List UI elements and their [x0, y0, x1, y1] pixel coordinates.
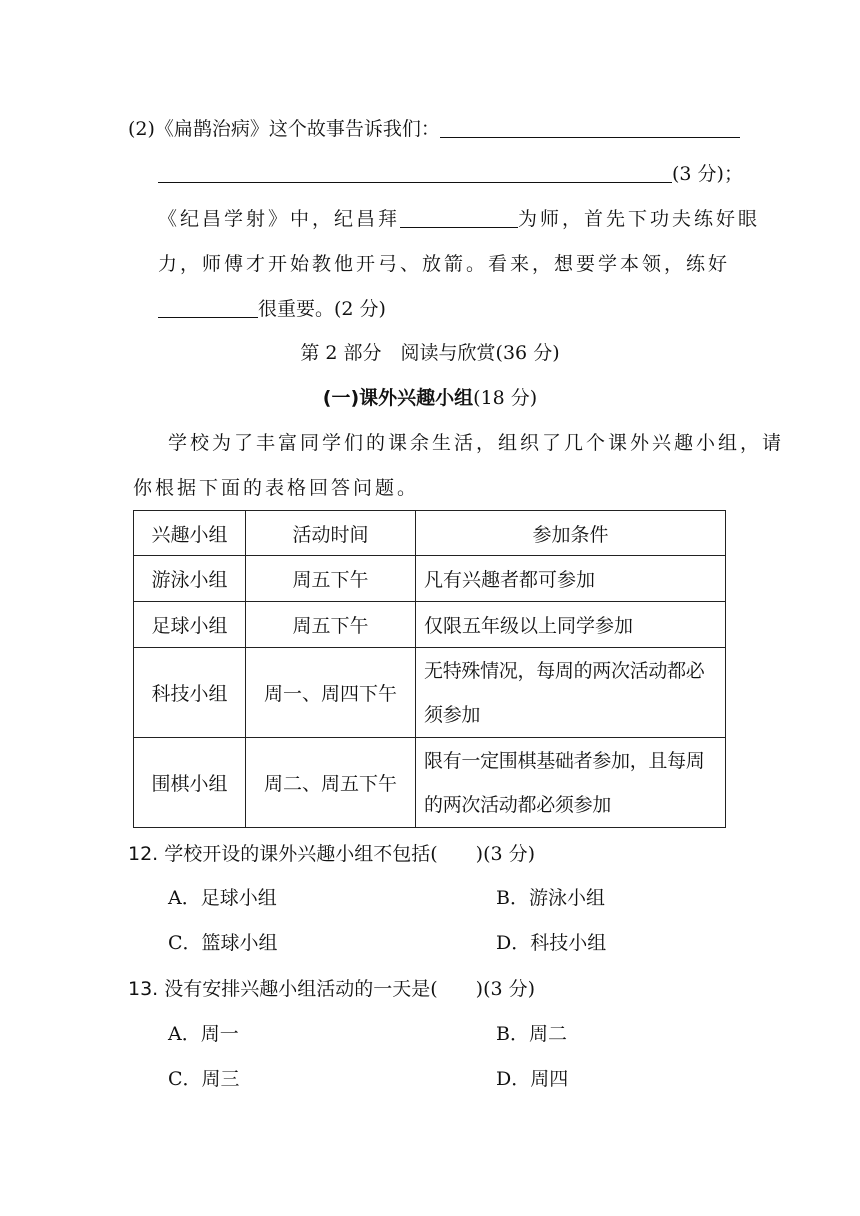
- cell-time: 周五下午: [246, 556, 416, 602]
- q2-line-3: [158, 210, 760, 229]
- q2-line-3a: 《纪昌学射》中，纪昌拜: [158, 208, 401, 230]
- q13-option-c[interactable]: C．周三: [168, 1068, 240, 1090]
- q13-line: [128, 980, 535, 999]
- answer-blank-4[interactable]: [158, 317, 258, 318]
- q13-option-a[interactable]: A．周一: [168, 1023, 239, 1045]
- table-row: [134, 602, 726, 648]
- q12-option-a[interactable]: A．足球小组: [168, 887, 277, 909]
- q12-text: 学校开设的课外兴趣小组不包括( )(3 分): [164, 843, 536, 865]
- table-row: [134, 556, 726, 602]
- q12-number: 12.: [128, 843, 159, 865]
- table-header-row: [134, 511, 726, 556]
- cell-condition: 限有一定围棋基础者参加，且每周的两次活动都必须参加: [416, 738, 726, 828]
- q12-option-d[interactable]: D．科技小组: [496, 932, 607, 954]
- table-row: [134, 648, 726, 738]
- q13-number: 13.: [128, 978, 159, 1000]
- q2-line-1: [128, 120, 740, 139]
- part2-title: 第 2 部分 阅读与欣赏(36 分): [300, 342, 560, 364]
- q2-line-5b: 很重要。(2 分): [258, 298, 386, 320]
- answer-blank-3[interactable]: [400, 227, 518, 228]
- q12-option-c[interactable]: C．篮球小组: [168, 932, 278, 954]
- header-group: 兴趣小组: [134, 511, 246, 556]
- cell-group: 科技小组: [134, 648, 246, 738]
- answer-blank-1[interactable]: [440, 137, 740, 138]
- cell-group: 围棋小组: [134, 738, 246, 828]
- cell-condition: 仅限五年级以上同学参加: [416, 602, 726, 648]
- cell-condition: 凡有兴趣者都可参加: [416, 556, 726, 602]
- answer-blank-2[interactable]: [158, 182, 672, 183]
- cell-group: 足球小组: [134, 602, 246, 648]
- interest-groups-table: [133, 510, 726, 828]
- section1-intro-2: 你根据下面的表格回答问题。: [133, 477, 420, 499]
- q2-line-4: 力，师傅才开始教他开弓、放箭。看来，想要学本领，练好: [158, 253, 731, 275]
- header-condition: 参加条件: [416, 511, 726, 556]
- q13-option-b[interactable]: B．周二: [496, 1023, 567, 1045]
- cell-group: 游泳小组: [134, 556, 246, 602]
- q12-option-b[interactable]: B．游泳小组: [496, 887, 605, 909]
- section1-title-line: [0, 389, 860, 408]
- q13-option-d[interactable]: D．周四: [496, 1068, 569, 1090]
- table-row: [134, 738, 726, 828]
- cell-time: 周二、周五下午: [246, 738, 416, 828]
- cell-time: 周一、周四下午: [246, 648, 416, 738]
- cell-time: 周五下午: [246, 602, 416, 648]
- cell-condition: 无特殊情况，每周的两次活动都必须参加: [416, 648, 726, 738]
- q13-text: 没有安排兴趣小组活动的一天是( )(3 分): [164, 978, 536, 1000]
- q12-line: [128, 845, 535, 864]
- section1-title: (一)课外兴趣小组: [322, 387, 474, 409]
- q2-line-5: [158, 300, 386, 319]
- section1-intro-1: 学校为了丰富同学们的课余生活，组织了几个课外兴趣小组，请: [168, 432, 785, 454]
- q2-line-2: [158, 165, 743, 184]
- q2-line-3b: 为师，首先下功夫练好眼: [518, 208, 761, 230]
- section1-score: (18 分): [473, 387, 538, 409]
- q2-prompt: (2)《扁鹊治病》这个故事告诉我们：: [128, 118, 440, 140]
- header-time: 活动时间: [246, 511, 416, 556]
- q2-score-1: (3 分)；: [672, 163, 743, 185]
